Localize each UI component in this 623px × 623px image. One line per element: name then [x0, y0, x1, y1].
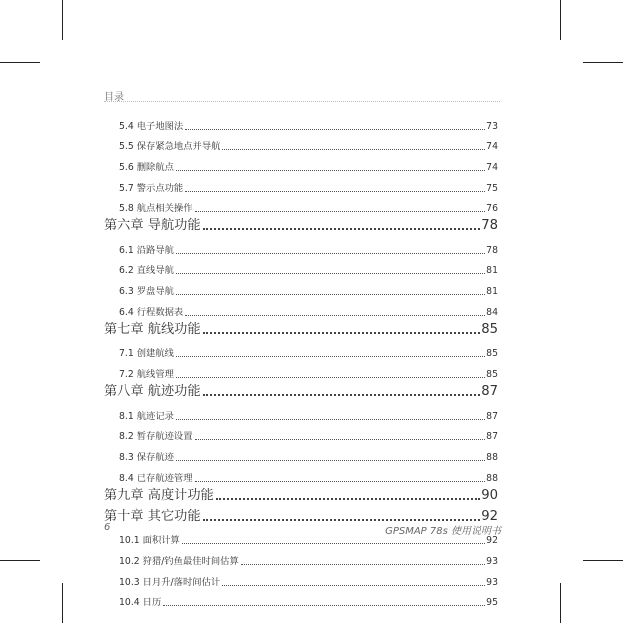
dot-leader — [176, 460, 485, 461]
toc-page-number: 73 — [486, 120, 498, 132]
toc-chapter-row[interactable] — [104, 318, 498, 337]
crop-mark — [583, 62, 623, 63]
toc-label: 5.7 警示点功能 — [119, 182, 184, 194]
toc-page-number: 81 — [486, 286, 498, 298]
toc-page-number: 87 — [486, 410, 498, 422]
crop-mark — [0, 62, 40, 63]
toc-page-number: 84 — [486, 306, 498, 318]
dot-leader — [185, 191, 485, 192]
crop-mark — [62, 0, 63, 40]
dot-leader — [182, 543, 485, 544]
toc-label: 6.2 直线导航 — [119, 265, 174, 277]
toc-label: 10.1 面积计算 — [119, 535, 180, 547]
dot-leader — [176, 377, 485, 378]
dot-leader — [185, 129, 485, 130]
page-number: 6 — [104, 522, 111, 533]
dot-leader — [176, 253, 485, 254]
toc-entry-row[interactable] — [104, 173, 498, 194]
toc-entry-row[interactable] — [104, 422, 498, 443]
toc-chapter-row[interactable] — [104, 505, 498, 524]
toc-entry-row[interactable] — [104, 588, 498, 609]
toc-entry-row[interactable] — [104, 276, 498, 297]
toc-label: 10.4 日历 — [119, 597, 162, 609]
toc-page-number: 95 — [486, 597, 498, 609]
crop-mark — [583, 560, 623, 561]
dot-leader — [203, 332, 481, 334]
toc-label: 5.4 电子地图法 — [119, 120, 184, 132]
dot-leader — [176, 419, 485, 420]
toc-label: 第七章 航线功能 — [104, 321, 201, 337]
toc-label: 5.6 删除航点 — [119, 161, 174, 173]
toc-entry-row[interactable] — [104, 546, 498, 567]
toc-entry-row[interactable] — [104, 463, 498, 484]
toc-page-number: 93 — [486, 576, 498, 588]
dot-leader — [163, 605, 485, 606]
dot-leader — [203, 519, 481, 521]
header-divider — [104, 101, 500, 102]
toc-page-number: 85 — [486, 348, 498, 360]
toc-page-number: 81 — [486, 265, 498, 277]
toc-label: 8.1 航迹记录 — [119, 410, 174, 422]
toc-page-number: 74 — [486, 141, 498, 153]
toc-label: 7.1 创建航线 — [119, 348, 174, 360]
toc-label: 10.2 狩猎/钓鱼最佳时间估算 — [119, 555, 239, 567]
toc-page-number: 92 — [481, 508, 498, 524]
dot-leader — [222, 585, 485, 586]
toc-label: 8.2 暂存航迹设置 — [119, 431, 193, 443]
toc-page-number: 88 — [486, 472, 498, 484]
toc-label: 10.3 日月升/落时间估计 — [119, 576, 221, 588]
toc-entry-row[interactable] — [104, 235, 498, 256]
toc-page-number: 75 — [486, 182, 498, 194]
toc-label: 5.8 航点相关操作 — [119, 203, 193, 215]
dot-leader — [222, 149, 485, 150]
toc-page-number: 93 — [486, 555, 498, 567]
toc-page-number: 78 — [486, 244, 498, 256]
dot-leader — [176, 356, 485, 357]
toc-entry-row[interactable] — [104, 567, 498, 588]
toc-chapter-row[interactable] — [104, 214, 498, 233]
toc-label: 第九章 高度计功能 — [104, 487, 214, 503]
toc-entry-row[interactable] — [104, 339, 498, 360]
toc-page-number: 87 — [486, 431, 498, 443]
crop-mark — [62, 583, 63, 623]
toc-label: 5.5 保存紧急地点并导航 — [119, 141, 221, 153]
toc-entry-row[interactable] — [104, 152, 498, 173]
toc-label: 第十章 其它功能 — [104, 508, 201, 524]
dot-leader — [216, 498, 481, 500]
toc-page-number: 74 — [486, 161, 498, 173]
toc-page-number: 85 — [481, 321, 498, 337]
toc-label: 6.4 行程数据表 — [119, 306, 184, 318]
toc-label: 6.1 沿路导航 — [119, 244, 174, 256]
toc-entry-row[interactable] — [104, 359, 498, 380]
dot-leader — [185, 315, 485, 316]
toc-label: 8.3 保存航迹 — [119, 451, 174, 463]
dot-leader — [195, 481, 486, 482]
crop-mark — [0, 560, 40, 561]
dot-leader — [195, 439, 486, 440]
toc-page-number: 87 — [481, 384, 498, 400]
toc-label: 7.2 航线管理 — [119, 369, 174, 381]
toc-page-number: 92 — [486, 535, 498, 547]
toc-entry-row[interactable] — [104, 111, 498, 132]
toc-label: 8.4 已存航迹管理 — [119, 472, 193, 484]
toc-entry-row[interactable] — [104, 442, 498, 463]
dot-leader — [203, 228, 481, 230]
manual-title: GPSMAP 78s 使用说明书 — [385, 526, 501, 537]
toc-label: 第六章 导航功能 — [104, 218, 201, 234]
toc-label: 6.3 罗盘导航 — [119, 286, 174, 298]
toc-page-number: 78 — [481, 218, 498, 234]
dot-leader — [176, 273, 485, 274]
toc-chapter-row[interactable] — [104, 484, 498, 503]
dot-leader — [176, 170, 485, 171]
crop-mark — [560, 583, 561, 623]
toc-entry-row[interactable] — [104, 297, 498, 318]
section-header: 目录 — [104, 92, 124, 103]
dot-leader — [195, 211, 486, 212]
toc-page-number: 76 — [486, 203, 498, 215]
toc-label: 第八章 航迹功能 — [104, 384, 201, 400]
toc-entry-row[interactable] — [104, 132, 498, 153]
toc-chapter-row[interactable] — [104, 380, 498, 399]
toc-page-number: 85 — [486, 369, 498, 381]
toc-entry-row[interactable] — [104, 401, 498, 422]
toc-page-number: 90 — [481, 487, 498, 503]
toc-entry-row[interactable] — [104, 256, 498, 277]
crop-mark — [560, 0, 561, 40]
toc-entry-row[interactable] — [104, 194, 498, 215]
dot-leader — [176, 294, 485, 295]
dot-leader — [241, 564, 485, 565]
dot-leader — [203, 394, 481, 396]
toc-page-number: 88 — [486, 451, 498, 463]
